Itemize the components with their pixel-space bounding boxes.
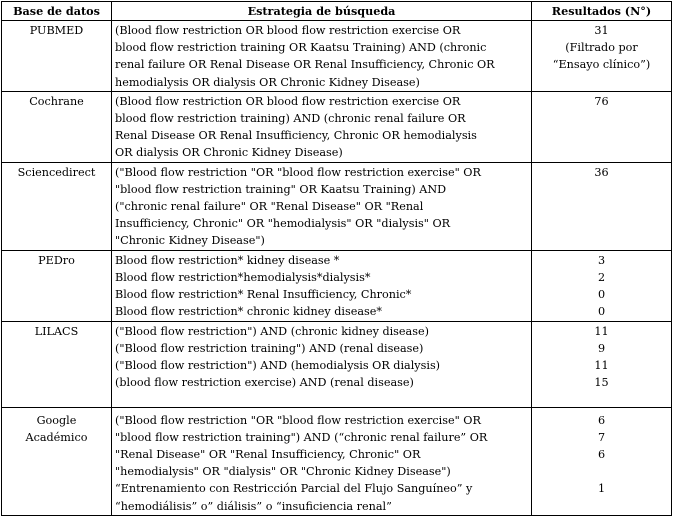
strategy-line: Blood flow restriction* chronic kidney disease* — [115, 305, 382, 319]
strategy-line: Insufficiency, Chronic" OR "hemodialysis" OR "dialysis" OR — [115, 217, 451, 231]
table-row — [2, 321, 672, 407]
results-cell — [532, 91, 672, 162]
strategy-cell — [112, 91, 532, 162]
header-results: Resultados (N°) — [532, 2, 672, 21]
strategy-line: (Blood flow restriction OR blood flow restriction exercise OR — [115, 94, 461, 108]
result-note: (Filtrado por — [565, 41, 638, 55]
strategy-line: "Chronic Kidney Disease") — [115, 234, 265, 248]
strategy-line: "blood flow restriction training" OR Kaatsu Training) AND — [115, 182, 447, 196]
header-strategy: Estrategia de búsqueda — [112, 2, 532, 21]
strategy-line: “Entrenamiento con Restricción Parcial del Flujo Sanguíneo” y — [115, 482, 473, 496]
strategy-line: (Blood flow restriction OR blood flow restriction exercise OR — [115, 24, 461, 37]
result-value: 11 — [594, 359, 609, 373]
result-value: 1 — [597, 482, 606, 496]
strategy-line: ("Blood flow restriction") AND (hemodialysis OR dialysis) — [115, 359, 441, 373]
strategy-line: ("Blood flow restriction") AND (chronic kidney disease) — [115, 324, 429, 338]
table-row — [2, 91, 672, 162]
database-name-line: Google — [36, 413, 77, 427]
strategy-line: blood flow restriction training) AND (chronic renal failure OR — [115, 112, 466, 126]
strategy-line: ("Blood flow restriction "OR "blood flow restriction exercise" OR — [115, 165, 481, 179]
strategy-line: “hemodiálisis” o” diálisis” o “insuficiencia renal” — [115, 499, 392, 513]
result-value: 11 — [594, 324, 609, 338]
table-row — [2, 407, 672, 515]
database-name-line: Académico — [25, 430, 88, 444]
result-value: 7 — [597, 430, 606, 444]
result-value: 0 — [597, 288, 606, 302]
table-row — [2, 162, 672, 250]
strategy-line: "hemodialysis" OR "dialysis" OR "Chronic Kidney Disease") — [115, 465, 451, 479]
table-row — [2, 21, 672, 92]
strategy-line: blood flow restriction training OR Kaatsu Training) AND (chronic — [115, 41, 487, 55]
result-value: 6 — [597, 413, 606, 427]
strategy-line: Blood flow restriction* Renal Insufficiency, Chronic* — [115, 288, 412, 302]
strategy-line: (blood flow restriction exercise) AND (renal disease) — [115, 376, 414, 390]
strategy-line: ("Blood flow restriction training") AND (renal disease) — [115, 341, 424, 355]
result-value: 2 — [597, 270, 606, 284]
result-value: 76 — [594, 94, 609, 108]
strategy-line: Renal Disease OR Renal Insufficiency, Chronic OR hemodialysis — [115, 129, 477, 143]
result-value: 15 — [594, 376, 609, 390]
strategy-line: Blood flow restriction* kidney disease * — [115, 253, 340, 267]
strategy-cell — [112, 250, 532, 321]
result-value: 0 — [597, 305, 606, 319]
result-value: 3 — [597, 253, 606, 267]
strategy-line: ("chronic renal failure" OR "Renal Disease" OR "Renal — [115, 200, 424, 214]
database-cell: Sciencedirect — [2, 162, 112, 250]
database-cell: Cochrane — [2, 91, 112, 162]
strategy-line: renal failure OR Renal Disease OR Renal Insufficiency, Chronic OR — [115, 58, 495, 72]
strategy-line: hemodialysis OR dialysis OR Chronic Kidney Disease) — [115, 75, 420, 89]
result-value: 9 — [597, 341, 606, 355]
result-value: 36 — [594, 165, 609, 179]
result-value: 31 — [594, 24, 609, 37]
database-cell: LILACS — [2, 321, 112, 407]
strategy-line: Blood flow restriction*hemodialysis*dialysis* — [115, 270, 371, 284]
strategy-cell — [112, 321, 532, 407]
strategy-line: OR dialysis OR Chronic Kidney Disease) — [115, 146, 343, 160]
strategy-cell — [112, 407, 532, 515]
strategy-line: "Renal Disease" OR "Renal Insufficiency, Chronic" OR — [115, 448, 421, 462]
strategy-line: "blood flow restriction training") AND (“chronic renal failure” OR — [115, 430, 488, 444]
results-cell — [532, 407, 672, 515]
result-value — [535, 463, 668, 480]
header-row — [2, 2, 672, 21]
database-cell: PUBMED — [2, 21, 112, 92]
results-cell — [532, 250, 672, 321]
database-cell — [2, 407, 112, 515]
strategy-line: ("Blood flow restriction "OR "blood flow restriction exercise" OR — [115, 413, 481, 427]
header-database: Base de datos — [2, 2, 112, 21]
search-strategy-table — [1, 1, 672, 516]
database-cell: PEDro — [2, 250, 112, 321]
results-cell — [532, 21, 672, 92]
table-row — [2, 250, 672, 321]
results-cell — [532, 162, 672, 250]
result-note: “Ensayo clínico”) — [552, 58, 651, 72]
results-cell — [532, 321, 672, 407]
result-value: 6 — [597, 448, 606, 462]
strategy-cell — [112, 21, 532, 92]
strategy-cell — [112, 162, 532, 250]
